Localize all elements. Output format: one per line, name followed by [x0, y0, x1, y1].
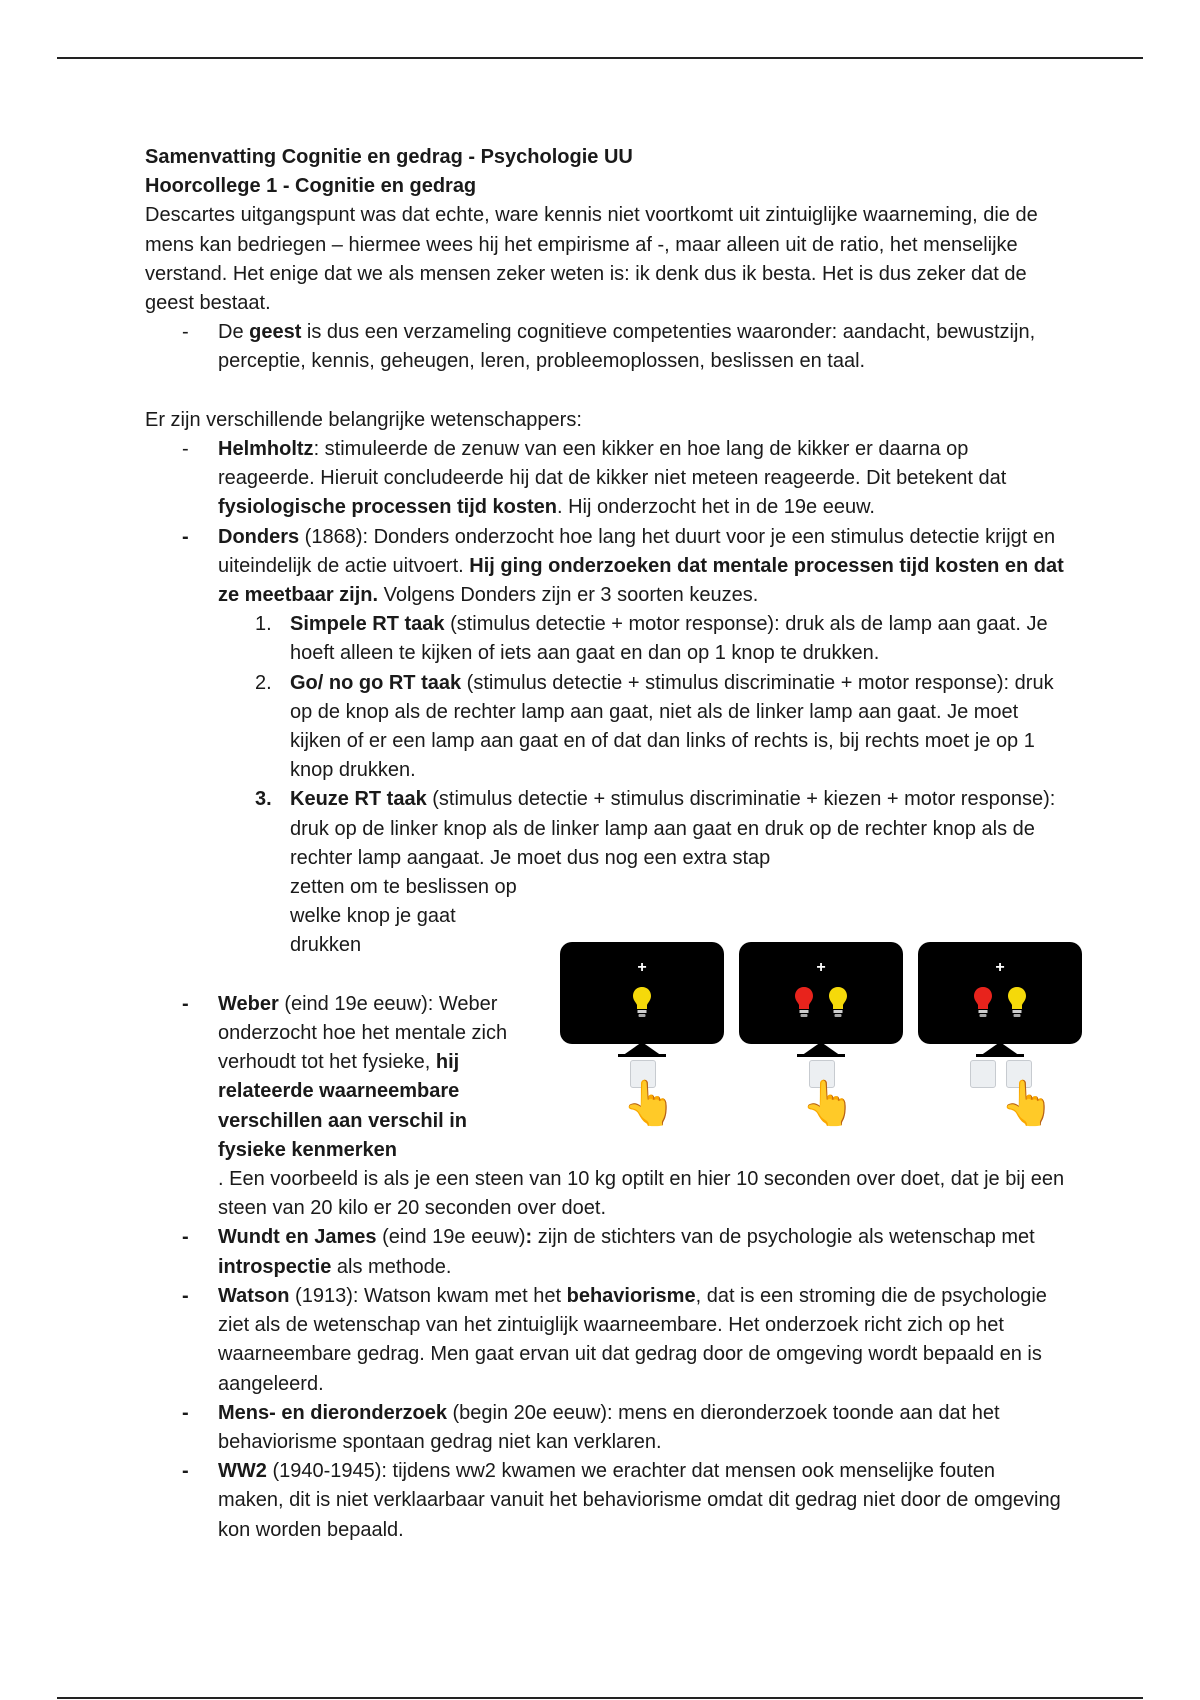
lightbulb-icon — [632, 986, 652, 1018]
list-item-ww2: - WW2 (1940-1945): tijdens ww2 kwamen we erachter dat mensen ook menselijke fouten maken, dit is niet verklaarbaar vanuit het behaviorisme omdat dit gedrag niet door de omgeving kon worden bepaald. — [145, 1457, 1065, 1545]
term-geest: geest — [249, 321, 302, 344]
document-title: Samenvatting Cognitie en gedrag - Psychologie UU — [145, 146, 633, 168]
pointing-hand-icon: 👆 — [1000, 1079, 1055, 1128]
list-item-wundt-james: - Wundt en James (eind 19e eeuw): zijn de stichters van de psychologie als wetenschap met introspectie als methode. — [145, 1223, 1065, 1281]
bottom-rule — [57, 1697, 1143, 1699]
task-number: 3. — [255, 788, 272, 811]
document-body — [145, 143, 1065, 1545]
list-item-weber: - Weber (eind 19e eeuw): Weber onderzocht hoe het mentale zich verhoudt tot het fysieke, hij relateerde waarneembare verschillen aan verschil in fysieke kenmerken . Een voorbeeld is als je een steen van 10 kg optilt en hier 10 seconden over doet, dat je bij een steen van 20 kilo er 20 seconden over doet. — [145, 990, 1065, 1224]
scientist-name: WW2 — [218, 1460, 267, 1483]
pointing-hand-icon: 👆 — [622, 1079, 677, 1128]
top-rule — [57, 57, 1143, 59]
task-3-continuation: zetten om te beslissen op welke knop je gaat drukken — [290, 876, 517, 957]
fixation-cross: + — [816, 959, 826, 976]
bullet-dash: - — [182, 1284, 189, 1307]
bullet-dash: - — [182, 438, 189, 461]
monitor-screen — [560, 942, 724, 1044]
task-name: Keuze RT taak — [290, 788, 427, 811]
scientist-name: Watson — [218, 1284, 290, 1307]
scientist-name: Helmholtz — [218, 438, 314, 461]
push-button-icon — [970, 1060, 996, 1088]
spacer — [145, 377, 1065, 406]
task-item-1: 1. Simpele RT taak (stimulus detectie + motor response): druk als de lamp aan gaat. Je hoeft alleen te kijken of iets aan gaat en dan op 1 knop te drukken. — [145, 610, 1065, 668]
rt-task-figure — [560, 942, 1085, 1137]
scientist-name: Weber — [218, 992, 279, 1015]
lecture-heading: Hoorcollege 1 - Cognitie en gedrag — [145, 175, 477, 198]
task-item-3: 3. Keuze RT taak (stimulus detectie + stimulus discriminatie + kiezen + motor response): druk op de linker knop als de linker lamp aan gaat en druk op de rechter knop als de rechter lamp aangaat. Je moet dus nog een extra stap zetten om te beslissen op welke knop je gaat drukken — [145, 785, 1065, 960]
list-item-mens-dier: - Mens- en dieronderzoek (begin 20e eeuw): mens en dieronderzoek toonde aan dat het behaviorisme spontaan gedrag niet kan verklaren. — [145, 1399, 1065, 1457]
panel-choice-rt — [918, 942, 1082, 1132]
task-name: Go/ no go RT taak — [290, 671, 462, 694]
lightbulb-icon — [1007, 986, 1027, 1018]
lightbulb-icon — [973, 986, 993, 1018]
panel-go-nogo-rt — [739, 942, 903, 1132]
bullet-dash: - — [182, 1460, 189, 1483]
scientist-name: Mens- en dieronderzoek — [218, 1401, 447, 1424]
monitor-screen — [918, 942, 1082, 1044]
list-item-watson: - Watson (1913): Watson kwam met het behaviorisme, dat is een stroming die de psychologie ziet als de wetenschap van het zintuiglijk waarneembare. Het onderzoek richt zich op het waarneembare gedrag. Men gaat ervan uit dat gedrag door de omgeving wordt bepaald en is aangeleerd. — [145, 1282, 1065, 1399]
fixation-cross: + — [637, 959, 647, 976]
bullet-dash: - — [182, 321, 189, 344]
lightbulb-icon — [794, 986, 814, 1018]
monitor-screen — [739, 942, 903, 1044]
scientists-intro: Er zijn verschillende belangrijke wetenschappers: — [145, 408, 582, 431]
pointing-hand-icon: 👆 — [801, 1079, 856, 1128]
bullet-dash: - — [182, 992, 189, 1015]
bullet-dash: - — [182, 525, 189, 548]
list-item-geest: - De geest is dus een verzameling cognitieve competenties waaronder: aandacht, bewustzijn, perceptie, kennis, geheugen, leren, probleemoplossen, beslissen en taal. — [145, 318, 1065, 376]
bullet-dash: - — [182, 1401, 189, 1424]
panel-simple-rt — [560, 942, 724, 1132]
task-name: Simpele RT taak — [290, 613, 445, 636]
task-number: 1. — [255, 613, 272, 636]
lightbulb-icon — [828, 986, 848, 1018]
intro-paragraph: Descartes uitgangspunt was dat echte, ware kennis niet voortkomt uit zintuiglijke waarneming, die de mens kan bedriegen – hiermee wees hij het empirisme af -, maar alleen uit de ratio, het menselijke verstand. Het enige dat we als mensen zeker weten is: ik denk dus ik besta. Het is dus zeker dat de geest bestaat. — [145, 204, 1038, 315]
fixation-cross: + — [995, 959, 1005, 976]
task-item-2: 2. Go/ no go RT taak (stimulus detectie + stimulus discriminatie + motor response): druk op de knop als de rechter lamp aan gaat, niet als de linker lamp aan gaat. Je moet kijken of er een lamp aan gaat en of dat dan links of rechts is, bij rechts moet je op 1 knop drukken. — [145, 669, 1065, 786]
bullet-dash: - — [182, 1226, 189, 1249]
list-item-donders: - Donders (1868): Donders onderzocht hoe lang het duurt voor je een stimulus detectie krijgt en uiteindelijk de actie uitvoert. Hij ging onderzoeken dat mentale processen tijd kosten en dat ze meetbaar zijn. Volgens Donders zijn er 3 soorten keuzes. — [145, 523, 1065, 611]
task-number: 2. — [255, 671, 272, 694]
list-item-helmholtz: - Helmholtz: stimuleerde de zenuw van een kikker en hoe lang de kikker er daarna op reageerde. Hieruit concludeerde hij dat de kikker niet meteen reageerde. Dit betekent dat fysiologische processen tijd kosten. Hij onderzocht het in de 19e eeuw. — [145, 435, 1065, 523]
scientist-name: Wundt en James — [218, 1226, 377, 1249]
scientist-name: Donders — [218, 525, 300, 548]
